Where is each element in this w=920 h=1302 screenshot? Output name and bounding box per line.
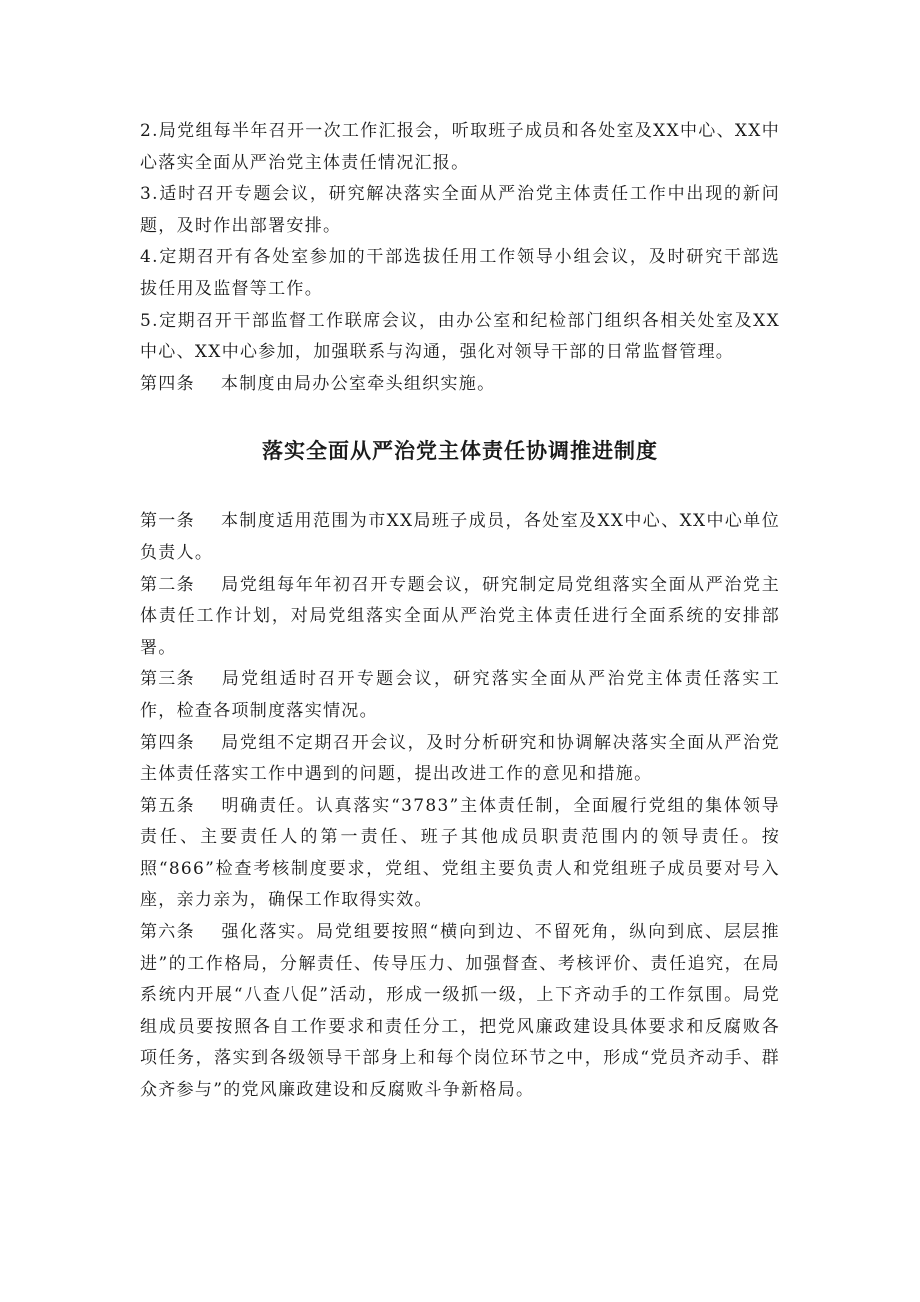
article-text: 局党组不定期召开会议，及时分析研究和协调解决落实全面从严治党主体责任落实工作中遇到的问题，提出改进工作的意见和措施。 [140, 732, 780, 785]
list-item: 2.局党组每半年召开一次工作汇报会，听取班子成员和各处室及XX中心、XX中心落实全面从严治党主体责任情况汇报。 [140, 121, 780, 173]
article-paragraph [140, 664, 780, 727]
article-text: 本制度由局办公室牵头组织实施。 [220, 373, 496, 394]
page-title: 落实全面从严治党主体责任协调推进制度 [262, 439, 658, 464]
article-paragraph [140, 917, 780, 1107]
article-label: 第二条 [140, 574, 195, 595]
article-paragraph [140, 728, 780, 791]
list-item: 5.定期召开干部监督工作联席会议，由办公室和纪检部门组织各相关处室及XX中心、XX中心参加，加强联系与沟通，强化对领导干部的日常监督管理。 [140, 310, 780, 363]
article-label: 第五条 [140, 795, 195, 816]
article-paragraph [140, 369, 780, 401]
article-text: 明确责任。认真落实“3783”主体责任制，全面履行党组的集体领导责任、主要责任人的第一责任、班子其他成员职责范围内的领导责任。按照“866”检查考核制度要求，党组、党组主要负责人和党组班子成员要对号入座，亲力亲为，确保工作取得实效。 [140, 795, 780, 911]
article-label: 第一条 [140, 511, 195, 532]
document-page [140, 116, 780, 1107]
article-text: 强化落实。局党组要按照“横向到边、不留死角，纵向到底、层层推进”的工作格局，分解责任、传导压力、加强督查、考核评价、责任追究，在局系统内开展“八查八促”活动，形成一级抓一级，上下齐动手的工作氛围。局党组成员要按照各自工作要求和责任分工，把党风廉政建设具体要求和反腐败各项任务，落实到各级领导干部身上和每个岗位环节之中，形成“党员齐动手、群众齐参与”的党风廉政建设和反腐败斗争新格局。 [140, 922, 780, 1101]
article-label: 第三条 [140, 669, 195, 690]
article-label: 第四条 [140, 373, 195, 394]
article-text: 局党组每年年初召开专题会议，研究制定局党组落实全面从严治党主体责任工作计划，对局党组落实全面从严治党主体责任进行全面系统的安排部署。 [140, 574, 780, 658]
list-item: 4.定期召开有各处室参加的干部选拔任用工作领导小组会议，及时研究干部选拔任用及监督等工作。 [140, 247, 780, 299]
article-label: 第六条 [140, 922, 195, 943]
list-item: 3.适时召开专题会议，研究解决落实全面从严治党主体责任工作中出现的新问题，及时作出部署安排。 [140, 184, 780, 236]
article-paragraph [140, 791, 780, 917]
article-label: 第四条 [140, 732, 195, 753]
article-text: 局党组适时召开专题会议，研究落实全面从严治党主体责任落实工作，检查各项制度落实情况。 [140, 669, 780, 721]
article-paragraph [140, 570, 780, 665]
article-text: 本制度适用范围为市XX局班子成员，各处室及XX中心、XX中心单位负责人。 [140, 511, 780, 563]
article-paragraph [140, 506, 780, 569]
